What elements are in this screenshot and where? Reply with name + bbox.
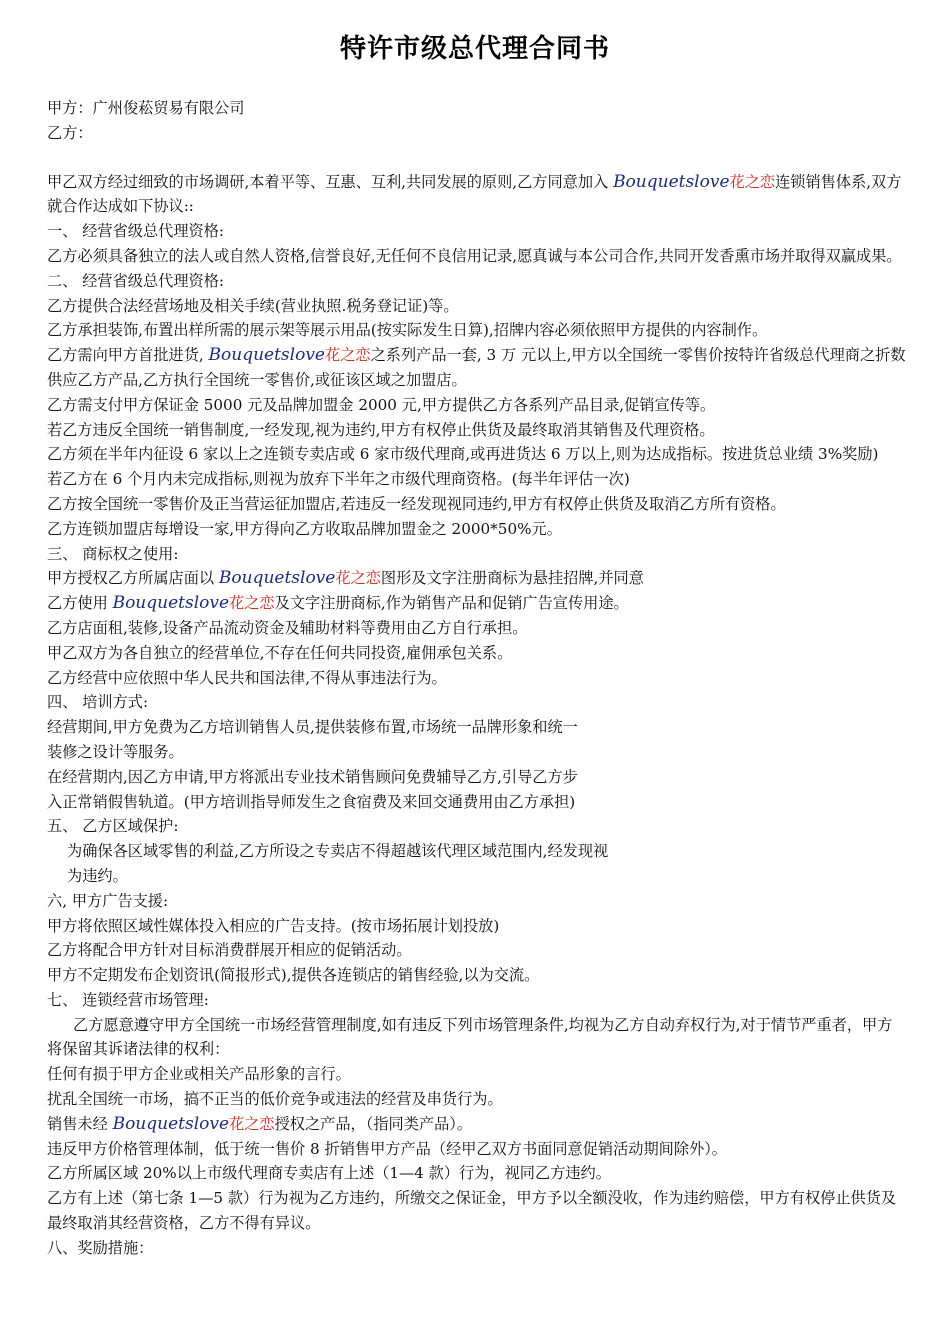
section-3-item: 乙方使用 Bouquetslove花之恋及文字注册商标,作为销售产品和促销广告宣传用途。 xyxy=(47,593,629,614)
section-6-heading: 六, 甲方广告支援: xyxy=(47,891,169,910)
brand-en: Bouquetslove xyxy=(112,593,230,614)
section-2-item: 乙方按全国统一零售价及正当营运征加盟店,若违反一经发现视同违约,甲方有权停止供货及取消乙方所有资格。 xyxy=(47,494,786,513)
section-5-heading: 五、 乙方区域保护: xyxy=(47,817,179,836)
brand-cn: 花之恋 xyxy=(229,1114,275,1133)
section-7-item: 扰乱全国统一市场，搞不正当的低价竞争或违法的经营及串货行为。 xyxy=(47,1090,503,1109)
brand-en: Bouquetslove xyxy=(208,345,325,366)
brand-cn: 花之恋 xyxy=(335,569,381,588)
brand-cn: 花之恋 xyxy=(229,594,275,613)
section-1-text: 乙方必须具备独立的法人或自然人资格,信誉良好,无任何不良信用记录,愿真诚与本公司合作,共同开发香熏市场并取得双赢成果。 xyxy=(47,246,902,265)
section-5-line: 为确保各区域零售的利益,乙方所设之专卖店不得超越该代理区域范围内,经发现视 xyxy=(67,842,609,861)
section-4-line: 在经营期内,因乙方申请,甲方将派出专业技术销售顾问免费辅导乙方,引导乙方步 xyxy=(47,767,578,786)
section-7-item: 乙方所属区域 20%以上市级代理商专卖店有上述（1—4 款）行为，视同乙方违约。 xyxy=(47,1164,611,1183)
section-4-line: 入正常销假售轨道。(甲方培训指导师发生之食宿费及来回交通费用由乙方承担) xyxy=(47,792,576,811)
section-7-item: 乙方有上述（第七条 1—5 款）行为视为乙方违约，所缴交之保证金，甲方予以全额没收，作为违约赔偿，甲方有权停止供货及最终取消其经营资格，乙方不得有异议。 xyxy=(47,1189,897,1233)
section-2-item: 乙方承担装饰,布置出样所需的展示架等展示用品(按实际发生日算),招牌内容必须依照甲方提供的内容制作。 xyxy=(47,321,768,340)
section-6-item: 甲方将依照区域性媒体投入相应的广告支持。(按市场拓展计划投放) xyxy=(47,916,500,935)
intro-paragraph: 甲乙双方经过细致的市场调研,本着平等、互惠、互利,共同发展的原则,乙方同意加入 Bouquetslove花之恋连锁销售体系,双方就合作达成如下协议:: xyxy=(47,171,902,216)
brand-en: Bouquetslove xyxy=(613,171,730,192)
section-4-heading: 四、 培训方式: xyxy=(47,693,149,712)
brand-cn: 花之恋 xyxy=(325,346,371,365)
section-2-item: 乙方需向甲方首批进货, Bouquetslove花之恋之系列产品一套, 3 万 元以上,甲方以全国统一零售价按特许省级总代理商之折数供应乙方产品,乙方执行全国统一零售价,或征该区域之加盟店。 xyxy=(47,345,906,389)
section-7-item: 任何有损于甲方企业或相关产品形象的言行。 xyxy=(47,1065,351,1084)
section-2-item: 乙方需支付甲方保证金 5000 元及品牌加盟金 2000 元,甲方提供乙方各系列产品目录,促销宣传等。 xyxy=(47,395,716,414)
document-body xyxy=(47,96,907,1261)
section-3-item: 乙方经营中应依照中华人民共和国法律,不得从事违法行为。 xyxy=(47,668,447,687)
section-3-item: 甲方授权乙方所属店面以 Bouquetslove花之恋图形及文字注册商标为悬挂招牌,并同意 xyxy=(47,568,644,589)
section-7-heading: 七、 连锁经营市场管理: xyxy=(47,990,209,1009)
section-6-item: 乙方将配合甲方针对目标消费群展开相应的促销活动。 xyxy=(47,941,412,960)
party-a: 甲方：广州俊菘贸易有限公司 xyxy=(47,99,245,117)
section-3-item: 甲乙双方为各自独立的经营单位,不存在任何共同投资,雇佣承包关系。 xyxy=(47,643,513,662)
section-2-item: 若乙方违反全国统一销售制度,一经发现,视为违约,甲方有权停止供货及最终取消其销售及代理资格。 xyxy=(47,420,715,439)
section-7-item: 违反甲方价格管理体制，低于统一售价 8 折销售甲方产品（经甲乙双方书面同意促销活动期间除外）。 xyxy=(47,1139,727,1158)
section-3-item: 乙方店面租,装修,设备产品流动资金及辅助材料等费用由乙方自行承担。 xyxy=(47,618,528,637)
section-2-item: 乙方提供合法经营场地及相关手续(营业执照.税务登记证)等。 xyxy=(47,296,459,315)
section-2-item: 若乙方在 6 个月内未完成指标,则视为放弃下半年之市级代理商资格。(每半年评估一次) xyxy=(47,470,630,489)
party-b: 乙方： xyxy=(47,123,93,142)
section-1-heading: 一、 经营省级总代理资格: xyxy=(47,222,225,241)
brand-en: Bouquetslove xyxy=(112,1113,230,1134)
section-4-line: 装修之设计等服务。 xyxy=(47,742,184,761)
section-7-item: 销售未经 Bouquetslove花之恋授权之产品，（指同类产品）。 xyxy=(47,1113,473,1134)
section-4-line: 经营期间,甲方免费为乙方培训销售人员,提供装修布置,市场统一品牌形象和统一 xyxy=(47,718,578,737)
section-2-heading: 二、 经营省级总代理资格: xyxy=(47,271,225,290)
section-3-heading: 三、 商标权之使用: xyxy=(47,544,179,563)
brand-cn: 花之恋 xyxy=(729,172,776,191)
section-5-line: 为违约。 xyxy=(67,866,128,885)
section-7-intro: 乙方愿意遵守甲方全国统一市场经营管理制度,如有违反下列市场管理条件,均视为乙方自动弃权行为,对于情节严重者，甲方将保留其诉诸法律的权利： xyxy=(47,1015,893,1059)
section-8-heading: 八、奖励措施： xyxy=(47,1238,154,1257)
section-2-item: 乙方须在半年内征设 6 家以上之连锁专卖店或 6 家市级代理商,或再进货达 6 万以上,则为达成指标。按进货总业绩 3%奖励) xyxy=(47,445,879,464)
section-2-item: 乙方连锁加盟店每增设一家,甲方得向乙方收取品牌加盟金之 2000*50%元。 xyxy=(47,519,562,538)
page-title: 特许市级总代理合同书 xyxy=(339,34,610,64)
section-6-item: 甲方不定期发布企划资讯(简报形式),提供各连锁店的销售经验,以为交流。 xyxy=(47,966,540,985)
brand-en: Bouquetslove xyxy=(218,568,336,589)
